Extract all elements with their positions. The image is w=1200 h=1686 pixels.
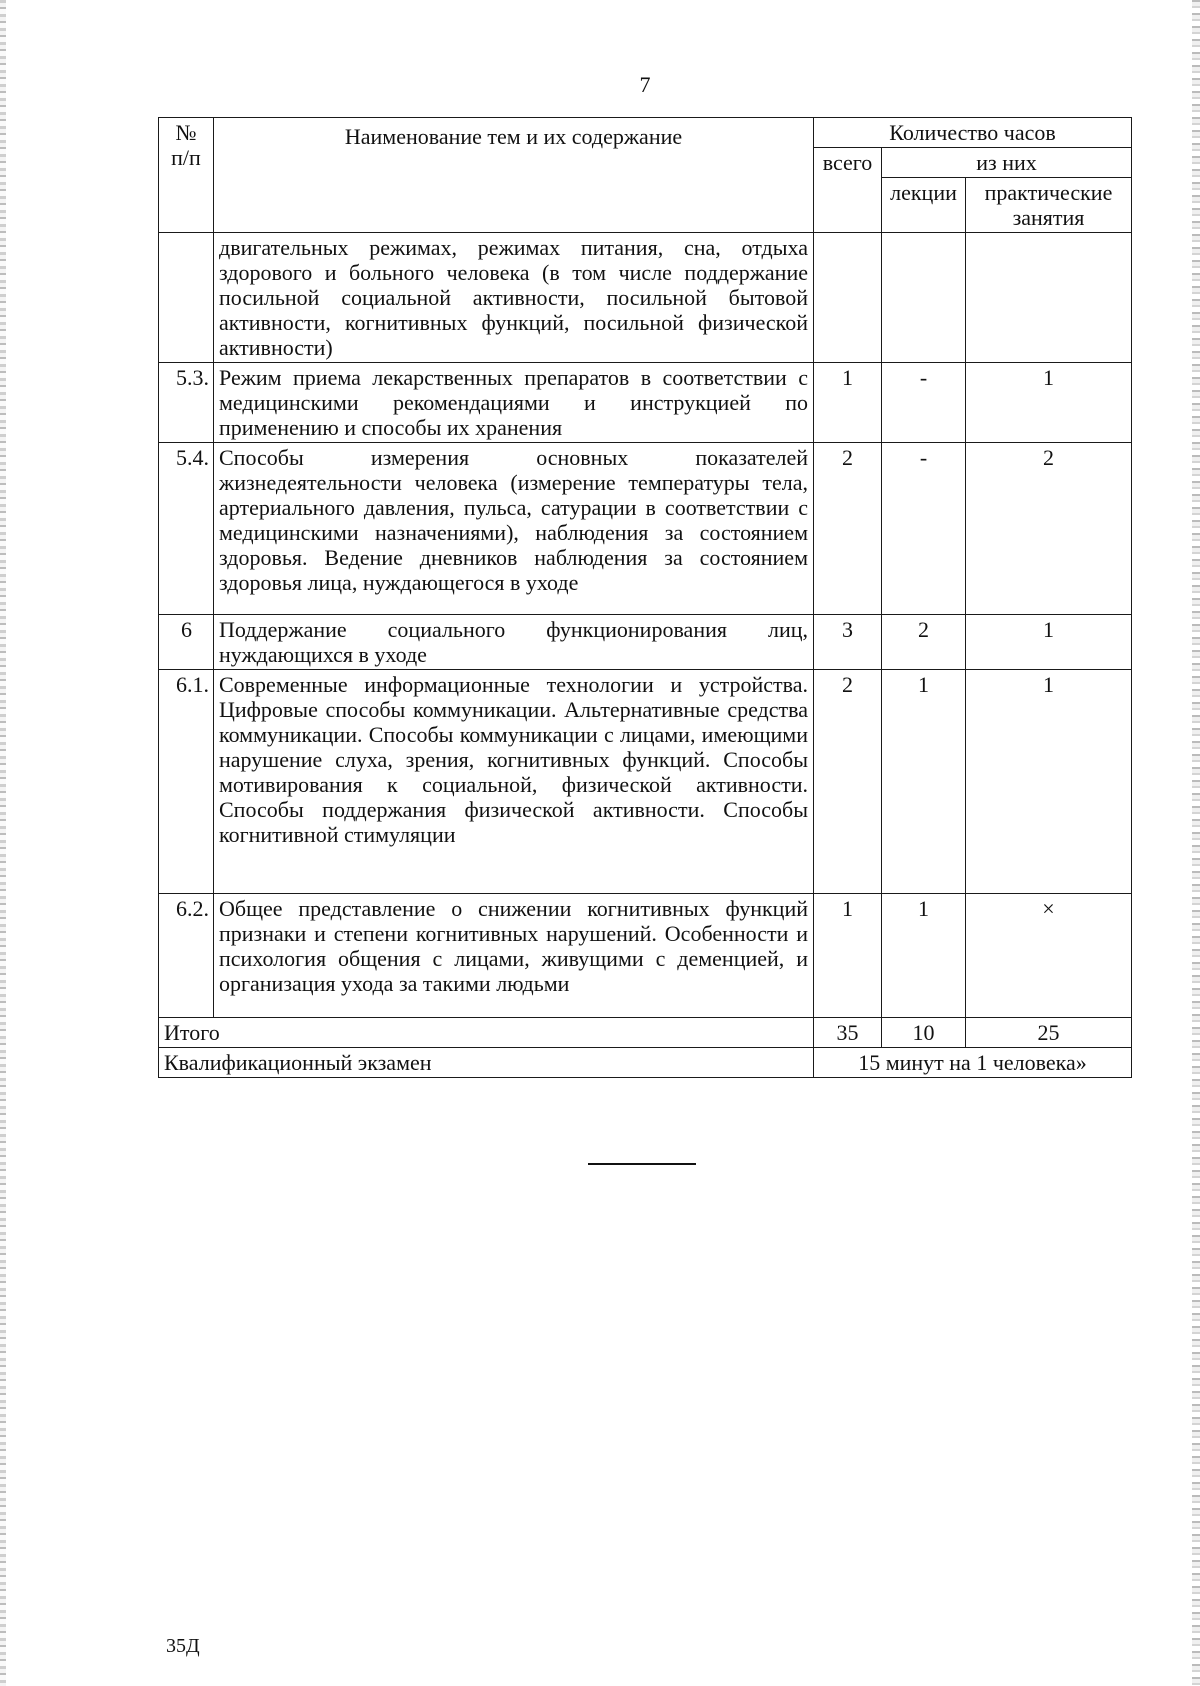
row-number: 5.3.	[159, 363, 214, 443]
row-number: 6.2.	[159, 894, 214, 1018]
table-row	[159, 443, 1132, 615]
row-total: 2	[814, 670, 882, 894]
table-row	[159, 894, 1132, 1018]
table-row	[159, 670, 1132, 894]
row-total: 3	[814, 615, 882, 670]
row-practical	[966, 233, 1132, 363]
row-lectures	[882, 233, 966, 363]
row-lectures: 1	[882, 894, 966, 1018]
totals-total: 35	[814, 1018, 882, 1048]
row-practical: 2	[966, 443, 1132, 615]
header-num: № п/п	[159, 118, 214, 233]
row-practical: 1	[966, 670, 1132, 894]
header-total: всего	[814, 148, 882, 233]
document-code: 35Д	[166, 1635, 200, 1657]
table-row	[159, 615, 1132, 670]
row-total	[814, 233, 882, 363]
exam-label: Квалификационный экзамен	[159, 1048, 814, 1078]
row-practical: ×	[966, 894, 1132, 1018]
row-lectures: 2	[882, 615, 966, 670]
row-title: Современные информационные технологии и устройства. Цифровые способы коммуникации. Альтернативные средства коммуникации. Способы коммуникации с лицами, имеющими нарушение слуха, зрения, когнитивных функций. Способы мотивирования к социальной, физической активности. Способы поддержания физической активности. Способы когнитивной стимуляции	[214, 670, 814, 894]
scan-edge-right	[1192, 0, 1200, 1686]
row-lectures: -	[882, 443, 966, 615]
table-row	[159, 363, 1132, 443]
row-title: Общее представление о снижении когнитивных функций признаки и степени когнитивных нарушений. Особенности и психология общения с лицами, живущими с деменцией, и организация ухода за такими людьми	[214, 894, 814, 1018]
row-total: 2	[814, 443, 882, 615]
curriculum-table	[158, 117, 1132, 1078]
table-body	[159, 233, 1132, 1018]
table-row	[159, 233, 1132, 363]
page-number: 7	[639, 72, 651, 97]
row-title: Способы измерения основных показателей жизнедеятельности человека (измерение температуры тела, артериального давления, пульса, сатурации в соответствии с медицинскими назначениями), наблюдения за состоянием здоровья. Ведение дневников наблюдения за состоянием здоровья лица, нуждающегося в уходе	[214, 443, 814, 615]
totals-practical: 25	[966, 1018, 1132, 1048]
exam-row	[159, 1048, 1132, 1078]
row-number: 5.4.	[159, 443, 214, 615]
exam-value: 15 минут на 1 человека»	[814, 1048, 1132, 1078]
header-of-them: из них	[882, 148, 1132, 178]
row-practical: 1	[966, 615, 1132, 670]
scan-edge-left	[0, 0, 6, 1686]
row-number: 6	[159, 615, 214, 670]
totals-lectures: 10	[882, 1018, 966, 1048]
closing-rule	[588, 1163, 696, 1165]
header-lectures: лекции	[882, 178, 966, 233]
row-total: 1	[814, 363, 882, 443]
row-lectures: 1	[882, 670, 966, 894]
row-practical: 1	[966, 363, 1132, 443]
totals-row	[159, 1018, 1132, 1048]
row-number	[159, 233, 214, 363]
header-title: Наименование тем и их содержание	[214, 118, 814, 233]
header-row-1	[159, 118, 1132, 148]
header-hours: Количество часов	[814, 118, 1132, 148]
row-title: двигательных режимах, режимах питания, сна, отдыха здорового и больного человека (в том числе поддержание посильной социальной активности, посильной бытовой активности, когнитивных функций, посильной физической активности)	[214, 233, 814, 363]
row-lectures: -	[882, 363, 966, 443]
row-title: Режим приема лекарственных препаратов в соответствии с медицинскими рекомендациями и инструкцией по применению и способы их хранения	[214, 363, 814, 443]
row-title: Поддержание социального функционирования лиц, нуждающихся в уходе	[214, 615, 814, 670]
header-practical: практические занятия	[966, 178, 1132, 233]
row-number: 6.1.	[159, 670, 214, 894]
totals-label: Итого	[159, 1018, 814, 1048]
row-total: 1	[814, 894, 882, 1018]
